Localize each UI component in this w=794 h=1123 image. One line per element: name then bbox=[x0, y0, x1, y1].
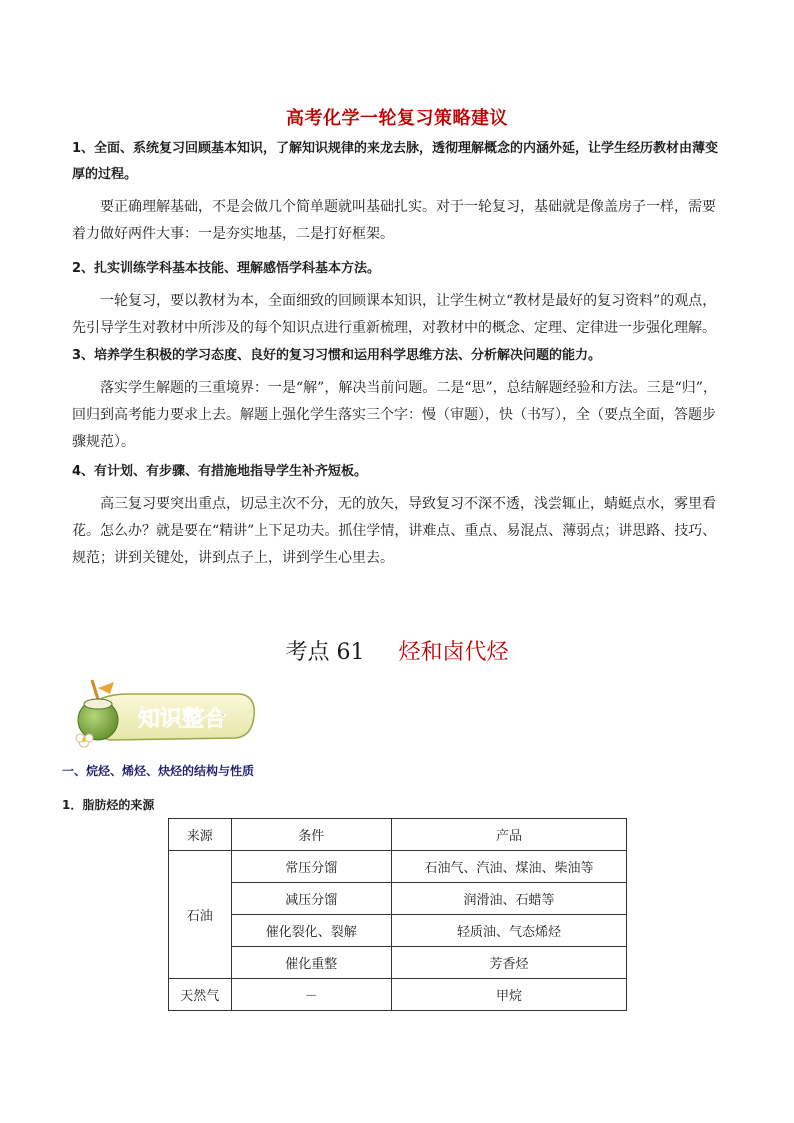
table-cell-source: 天然气 bbox=[169, 979, 232, 1011]
strategy-paragraph: 一轮复习，要以教材为本，全面细致的回顾课本知识，让学生树立“教材是最好的复习资料”的观点，先引导学生对教材中所涉及的每个知识点进行重新梳理，对教材中的概念、定理、定律进一步强化理解。 bbox=[72, 293, 717, 336]
kaodian-number: 考点 61 bbox=[285, 640, 365, 665]
strategy-heading: 3、培养学生积极的学习态度、良好的复习习惯和运用科学思维方法、分析解决问题的能力。 bbox=[72, 348, 602, 363]
table-cell-condition: － bbox=[231, 979, 392, 1011]
strategy-heading: 4、有计划、有步骤、有措施地指导学生补齐短板。 bbox=[72, 464, 368, 479]
strategy-heading: 2、扎实训练学科基本技能、理解感悟学科基本方法。 bbox=[72, 261, 381, 276]
strategy-1 bbox=[72, 136, 724, 248]
table-row bbox=[169, 947, 627, 979]
knowledge-badge bbox=[70, 676, 260, 752]
table-row bbox=[169, 851, 627, 883]
table-row bbox=[169, 979, 627, 1011]
document-title: 高考化学一轮复习策略建议 bbox=[286, 108, 508, 129]
table-cell-condition: 催化裂化、裂解 bbox=[231, 915, 392, 947]
badge-label: 知识整合 bbox=[137, 707, 227, 732]
table-cell-source: 石油 bbox=[169, 851, 232, 979]
strategy-heading: 1、全面、系统复习回顾基本知识，了解知识规律的来龙去脉，透彻理解概念的内涵外延，让学生经历教材由薄变厚的过程。 bbox=[72, 141, 719, 182]
kaodian-title bbox=[0, 638, 794, 668]
table-header-row bbox=[169, 819, 627, 851]
strategy-paragraph: 要正确理解基础，不是会做几个简单题就叫基础扎实。对于一轮复习，基础就是像盖房子一样，需要着力做好两件大事：一是夯实地基，二是打好框架。 bbox=[72, 199, 716, 242]
table-cell-product: 甲烷 bbox=[392, 979, 627, 1011]
table-row bbox=[169, 915, 627, 947]
strategy-3 bbox=[72, 343, 724, 456]
strategy-paragraph: 落实学生解题的三重境界：一是“解”，解决当前问题。二是“思”，总结解题经验和方法。三是“归”，回归到高考能力要求上去。解题上强化学生落实三个字：慢（审题），快（书写），全（要点全面，答题步骤规范）。 bbox=[72, 380, 717, 450]
table-cell-product: 润滑油、石蜡等 bbox=[392, 883, 627, 915]
table-row bbox=[169, 883, 627, 915]
table-cell-condition: 催化重整 bbox=[231, 947, 392, 979]
kaodian-name: 烃和卤代烃 bbox=[398, 640, 509, 665]
table-header: 来源 bbox=[169, 819, 232, 851]
table-header: 条件 bbox=[231, 819, 392, 851]
table-cell-product: 轻质油、气态烯烃 bbox=[392, 915, 627, 947]
table-cell-condition: 常压分馏 bbox=[231, 851, 392, 883]
table-cell-condition: 减压分馏 bbox=[231, 883, 392, 915]
subsection-heading: 1．脂肪烃的来源 bbox=[62, 798, 155, 812]
section-heading: 一、烷烃、烯烃、炔烃的结构与性质 bbox=[62, 764, 255, 778]
strategy-2 bbox=[72, 256, 724, 342]
strategy-4 bbox=[72, 459, 724, 572]
source-table bbox=[168, 818, 627, 1011]
table-cell-product: 芳香烃 bbox=[392, 947, 627, 979]
table-cell-product: 石油气、汽油、煤油、柴油等 bbox=[392, 851, 627, 883]
table-header: 产品 bbox=[392, 819, 627, 851]
strategy-paragraph: 高三复习要突出重点，切忌主次不分，无的放矢，导致复习不深不透，浅尝辄止，蜻蜓点水，雾里看花。怎么办？就是要在“精讲”上下足功夫。抓住学情，讲难点、重点、易混点、薄弱点；讲思路、技巧、规范；讲到关键处，讲到点子上，讲到学生心里去。 bbox=[72, 496, 717, 566]
